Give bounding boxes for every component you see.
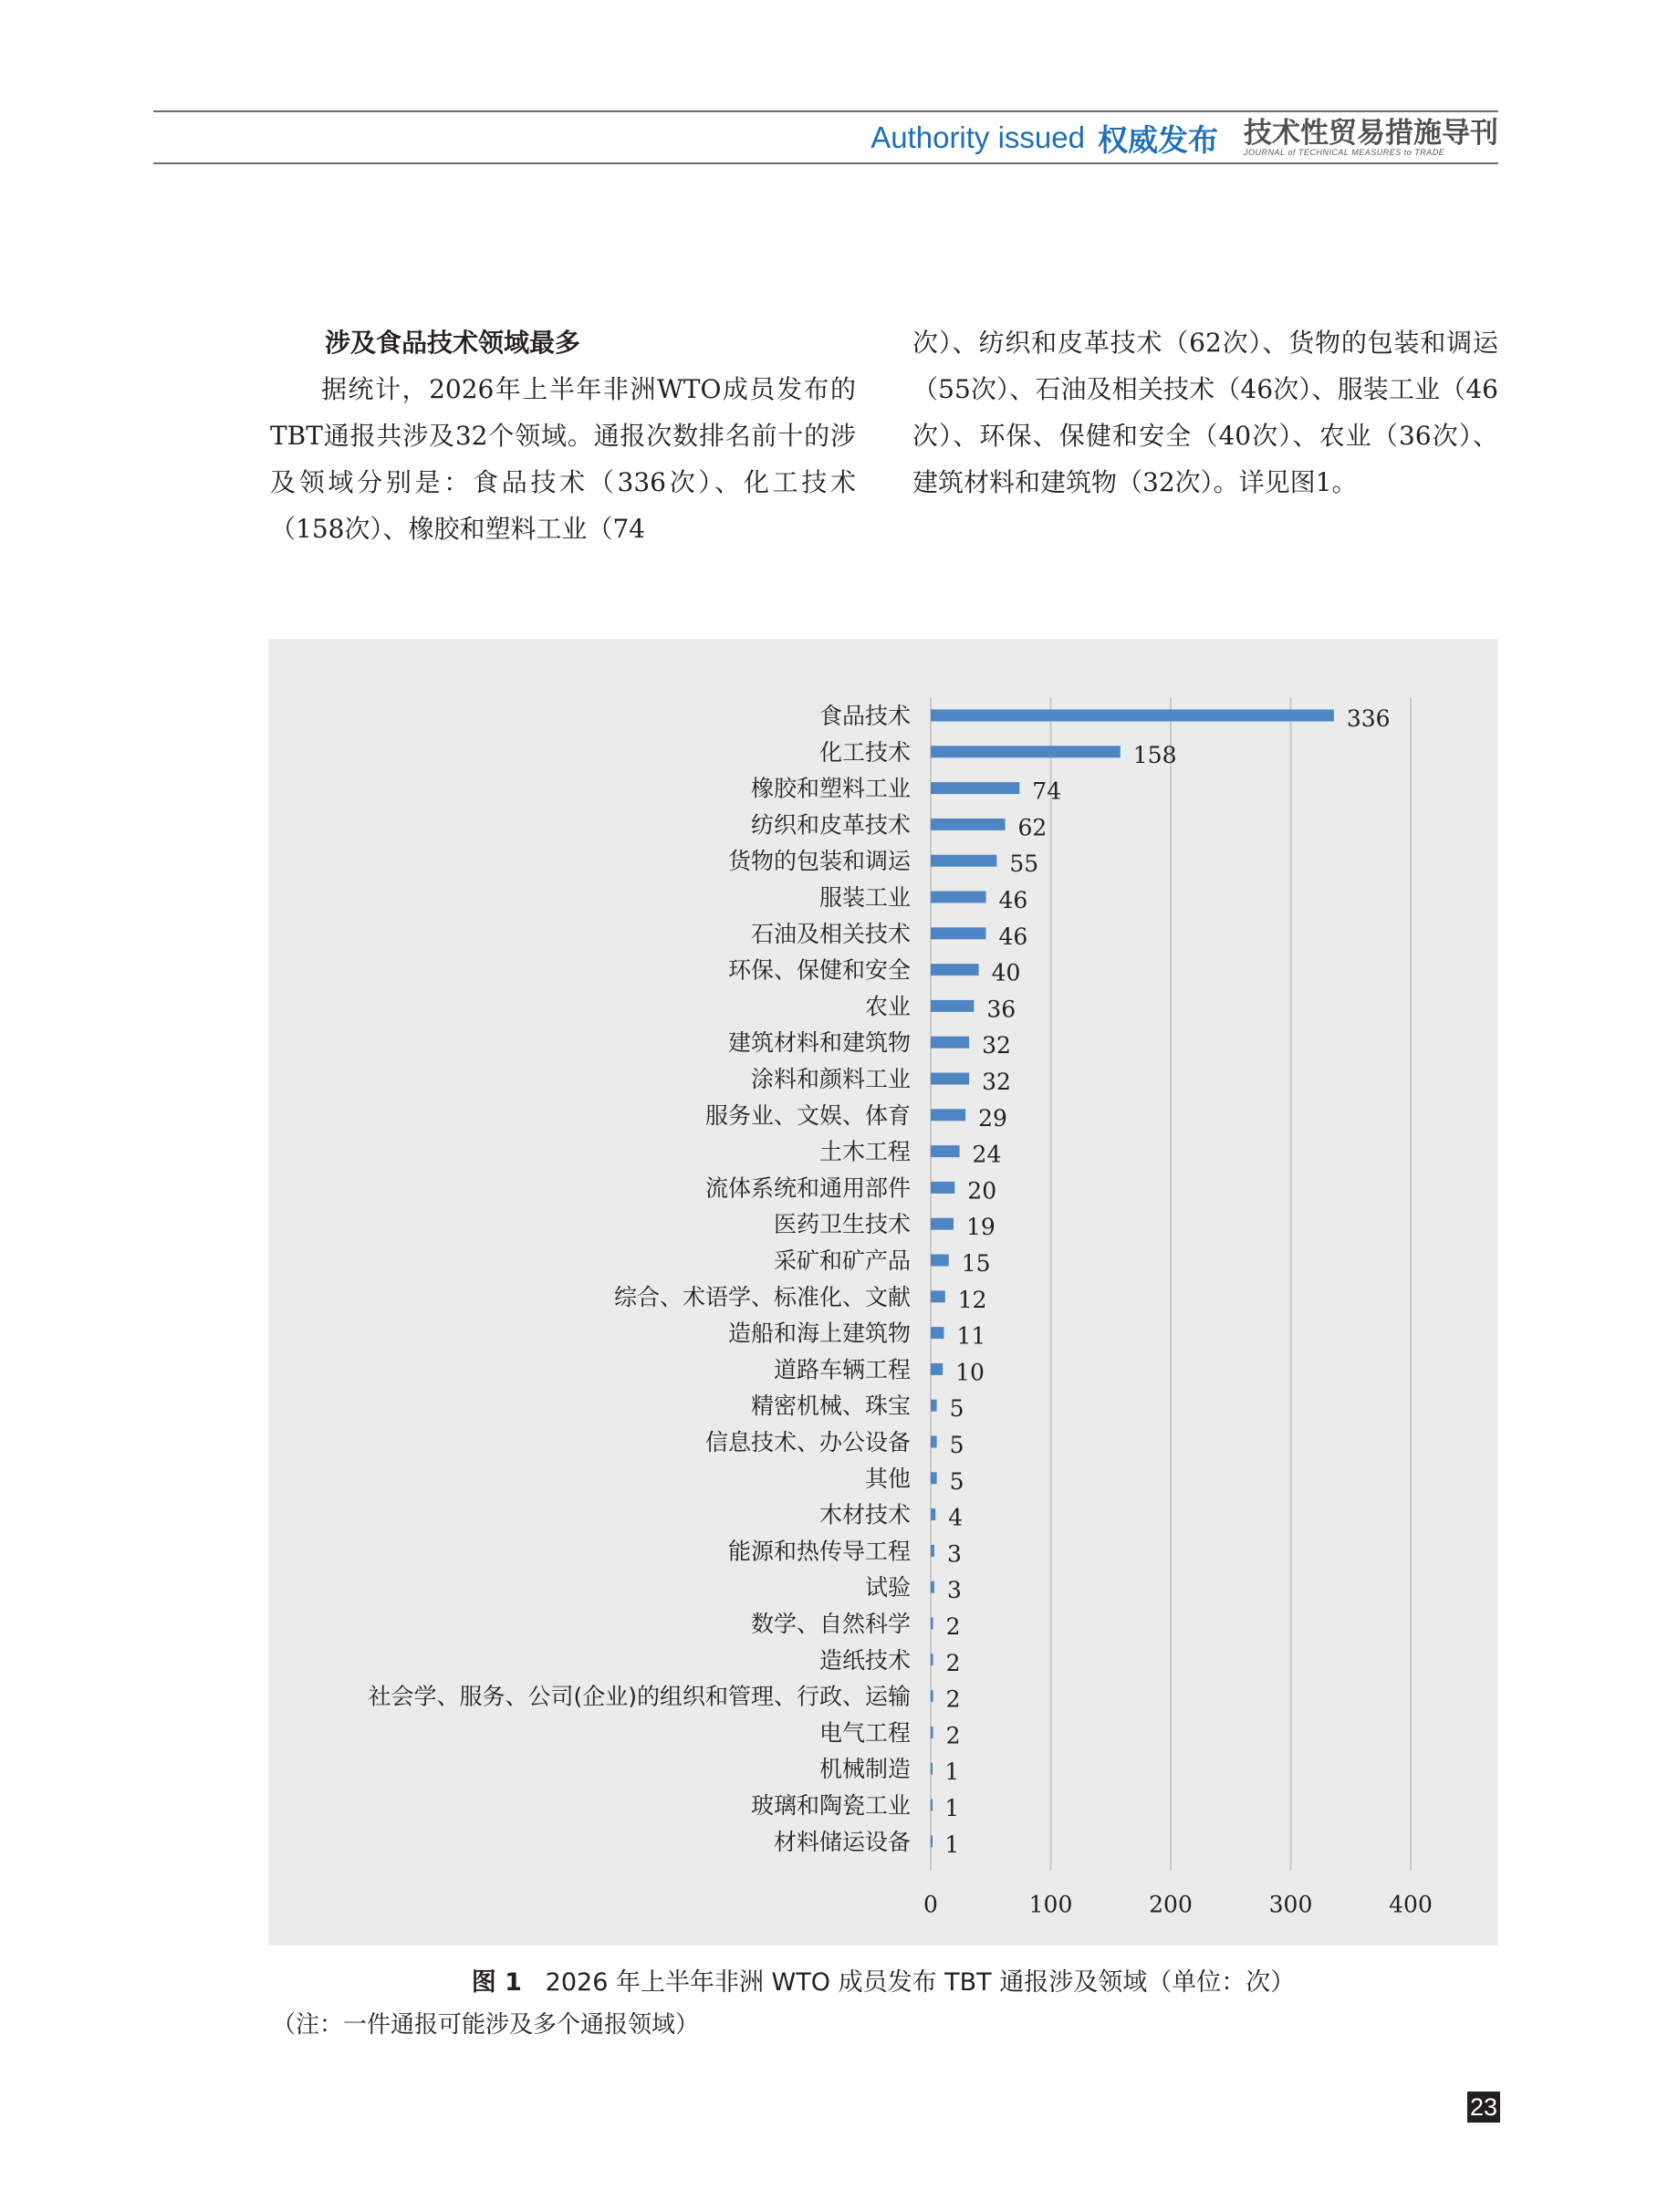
category-label: 材料储运设备 xyxy=(773,1828,911,1855)
category-label: 建筑材料和建筑物 xyxy=(727,1029,911,1057)
category-label: 货物的包装和调运 xyxy=(727,848,911,875)
article-column-left xyxy=(270,319,856,552)
value-label: 3 xyxy=(946,1540,962,1568)
bar xyxy=(931,1000,974,1012)
section-title: 涉及食品技术领域最多 xyxy=(325,328,581,358)
bar xyxy=(931,892,985,903)
bar xyxy=(931,1581,934,1593)
value-label: 2 xyxy=(945,1649,961,1676)
figure-number: 图 1 xyxy=(471,1968,522,1997)
value-label: 46 xyxy=(998,887,1028,913)
category-label: 橡胶和塑料工业 xyxy=(750,775,911,802)
body-paragraph-right: 次）、纺织和皮革技术（62次）、货物的包装和调运（55次）、石油及相关技术（46次）、服装工业（46次）、环保、保健和安全（40次）、农业（36次）、建筑材料和建筑物（32次）。详见图1。 xyxy=(912,328,1498,497)
category-label: 农业 xyxy=(864,993,911,1020)
x-tick-label: 100 xyxy=(1028,1891,1073,1918)
value-label: 5 xyxy=(949,1467,964,1495)
value-label: 12 xyxy=(957,1286,987,1313)
bar xyxy=(931,782,1019,794)
header-chinese-title: 权威发布 xyxy=(1098,121,1218,158)
value-label: 4 xyxy=(948,1504,964,1531)
category-label: 服装工业 xyxy=(818,884,911,911)
category-label: 造船和海上建筑物 xyxy=(727,1320,911,1347)
journal-logo-subtitle: JOURNAL of TECHNICAL MEASURES to TRADE xyxy=(1244,148,1445,157)
category-label: 土木工程 xyxy=(818,1138,911,1165)
bar xyxy=(931,1727,933,1738)
figure-caption-text: 2026 年上半年非洲 WTO 成员发布 TBT 通报涉及领域（单位：次） xyxy=(545,1968,1296,1997)
value-label: 46 xyxy=(998,923,1028,950)
journal-logo xyxy=(1244,119,1498,157)
value-label: 29 xyxy=(978,1104,1007,1132)
value-label: 5 xyxy=(949,1432,964,1458)
bar xyxy=(931,1654,933,1665)
bar xyxy=(931,1145,960,1157)
category-label: 电气工程 xyxy=(818,1719,911,1747)
category-label: 玻璃和陶瓷工业 xyxy=(750,1792,911,1819)
value-label: 24 xyxy=(972,1141,1002,1168)
bar xyxy=(931,819,1006,830)
category-label: 信息技术、办公设备 xyxy=(704,1429,911,1456)
value-label: 74 xyxy=(1032,777,1062,805)
value-label: 32 xyxy=(982,1069,1011,1095)
value-label: 1 xyxy=(944,1795,960,1821)
value-label: 19 xyxy=(965,1214,996,1241)
header-english-title: Authority issued xyxy=(870,120,1085,154)
bar-chart xyxy=(268,639,1498,1946)
value-label: 55 xyxy=(1009,850,1039,878)
value-label: 20 xyxy=(967,1177,997,1205)
value-label: 32 xyxy=(982,1032,1011,1059)
category-label: 涂料和颜料工业 xyxy=(750,1066,911,1092)
category-label: 食品技术 xyxy=(818,703,911,729)
value-label: 336 xyxy=(1346,705,1391,732)
x-tick-label: 0 xyxy=(923,1891,938,1918)
body-paragraph-left: 据统计，2026年上半年非洲WTO成员发布的TBT通报共涉及32个领域。通报次数排名前十的涉及领域分别是：食品技术（336次）、化工技术（158次）、橡胶和塑料工业（74 xyxy=(270,374,856,544)
category-label: 机械制造 xyxy=(818,1756,911,1783)
x-tick-label: 200 xyxy=(1149,1891,1193,1918)
category-label: 社会学、服务、公司(企业)的组织和管理、行政、运输 xyxy=(368,1683,911,1710)
value-label: 15 xyxy=(961,1250,991,1277)
bar xyxy=(931,1763,933,1775)
bar xyxy=(931,1327,943,1339)
x-tick-label: 300 xyxy=(1268,1891,1313,1918)
bar xyxy=(931,1545,934,1557)
bar xyxy=(931,1800,933,1811)
bar xyxy=(931,1037,969,1049)
journal-logo-text: 技术性贸易措施导刊 xyxy=(1244,117,1498,150)
bar xyxy=(931,1109,965,1121)
value-label: 1 xyxy=(944,1831,960,1858)
bar xyxy=(931,1363,943,1375)
bar xyxy=(931,1835,933,1847)
bar xyxy=(931,1690,933,1702)
category-label: 石油及相关技术 xyxy=(750,920,911,947)
value-label: 36 xyxy=(986,996,1016,1023)
category-label: 木材技术 xyxy=(818,1501,911,1529)
category-label: 流体系统和通用部件 xyxy=(704,1174,911,1202)
bar xyxy=(931,1400,937,1412)
category-label: 道路车辆工程 xyxy=(773,1356,911,1383)
bar xyxy=(931,1618,933,1630)
value-label: 5 xyxy=(949,1395,964,1423)
bar xyxy=(931,1255,949,1267)
category-label: 其他 xyxy=(864,1465,911,1492)
page-number: 23 xyxy=(1467,2092,1500,2123)
category-label: 能源和热传导工程 xyxy=(727,1538,911,1565)
bar xyxy=(931,1472,937,1484)
value-label: 40 xyxy=(991,959,1021,986)
bar xyxy=(931,1436,937,1448)
bar xyxy=(931,927,985,939)
bar xyxy=(931,710,1334,722)
bar xyxy=(931,1290,945,1302)
category-label: 造纸技术 xyxy=(818,1646,911,1674)
value-label: 2 xyxy=(945,1685,961,1713)
value-label: 11 xyxy=(956,1322,986,1350)
category-label: 服务业、文娱、体育 xyxy=(704,1101,911,1129)
category-label: 试验 xyxy=(864,1574,911,1602)
value-label: 1 xyxy=(944,1758,960,1786)
bar xyxy=(931,1182,954,1194)
x-tick-label: 400 xyxy=(1389,1891,1433,1918)
value-label: 2 xyxy=(945,1613,961,1640)
value-label: 3 xyxy=(946,1577,962,1604)
bar-chart-svg xyxy=(268,639,1498,1946)
header-rule-top xyxy=(153,110,1498,112)
bar xyxy=(931,746,1121,757)
value-label: 62 xyxy=(1017,814,1048,841)
category-label: 纺织和皮革技术 xyxy=(750,811,911,839)
bar xyxy=(931,1508,935,1520)
category-label: 医药卫生技术 xyxy=(773,1211,911,1238)
figure-note: （注：一件通报可能涉及多个通报领域） xyxy=(272,2011,700,2039)
category-label: 环保、保健和安全 xyxy=(727,956,911,984)
category-label: 采矿和矿产品 xyxy=(773,1247,911,1274)
category-label: 精密机械、珠宝 xyxy=(750,1393,911,1420)
figure-caption xyxy=(268,1962,1498,1998)
bar xyxy=(931,855,996,867)
bar xyxy=(931,1218,954,1230)
bar xyxy=(931,964,979,976)
running-header xyxy=(870,113,1498,162)
category-label: 综合、术语学、标准化、文献 xyxy=(613,1283,911,1310)
value-label: 158 xyxy=(1132,741,1177,768)
category-label: 化工技术 xyxy=(818,738,911,766)
header-rule-bottom xyxy=(153,162,1498,164)
value-label: 2 xyxy=(945,1722,961,1749)
value-label: 10 xyxy=(955,1359,985,1386)
category-label: 数学、自然科学 xyxy=(750,1611,911,1637)
article-column-right xyxy=(912,319,1498,506)
bar xyxy=(931,1073,969,1085)
